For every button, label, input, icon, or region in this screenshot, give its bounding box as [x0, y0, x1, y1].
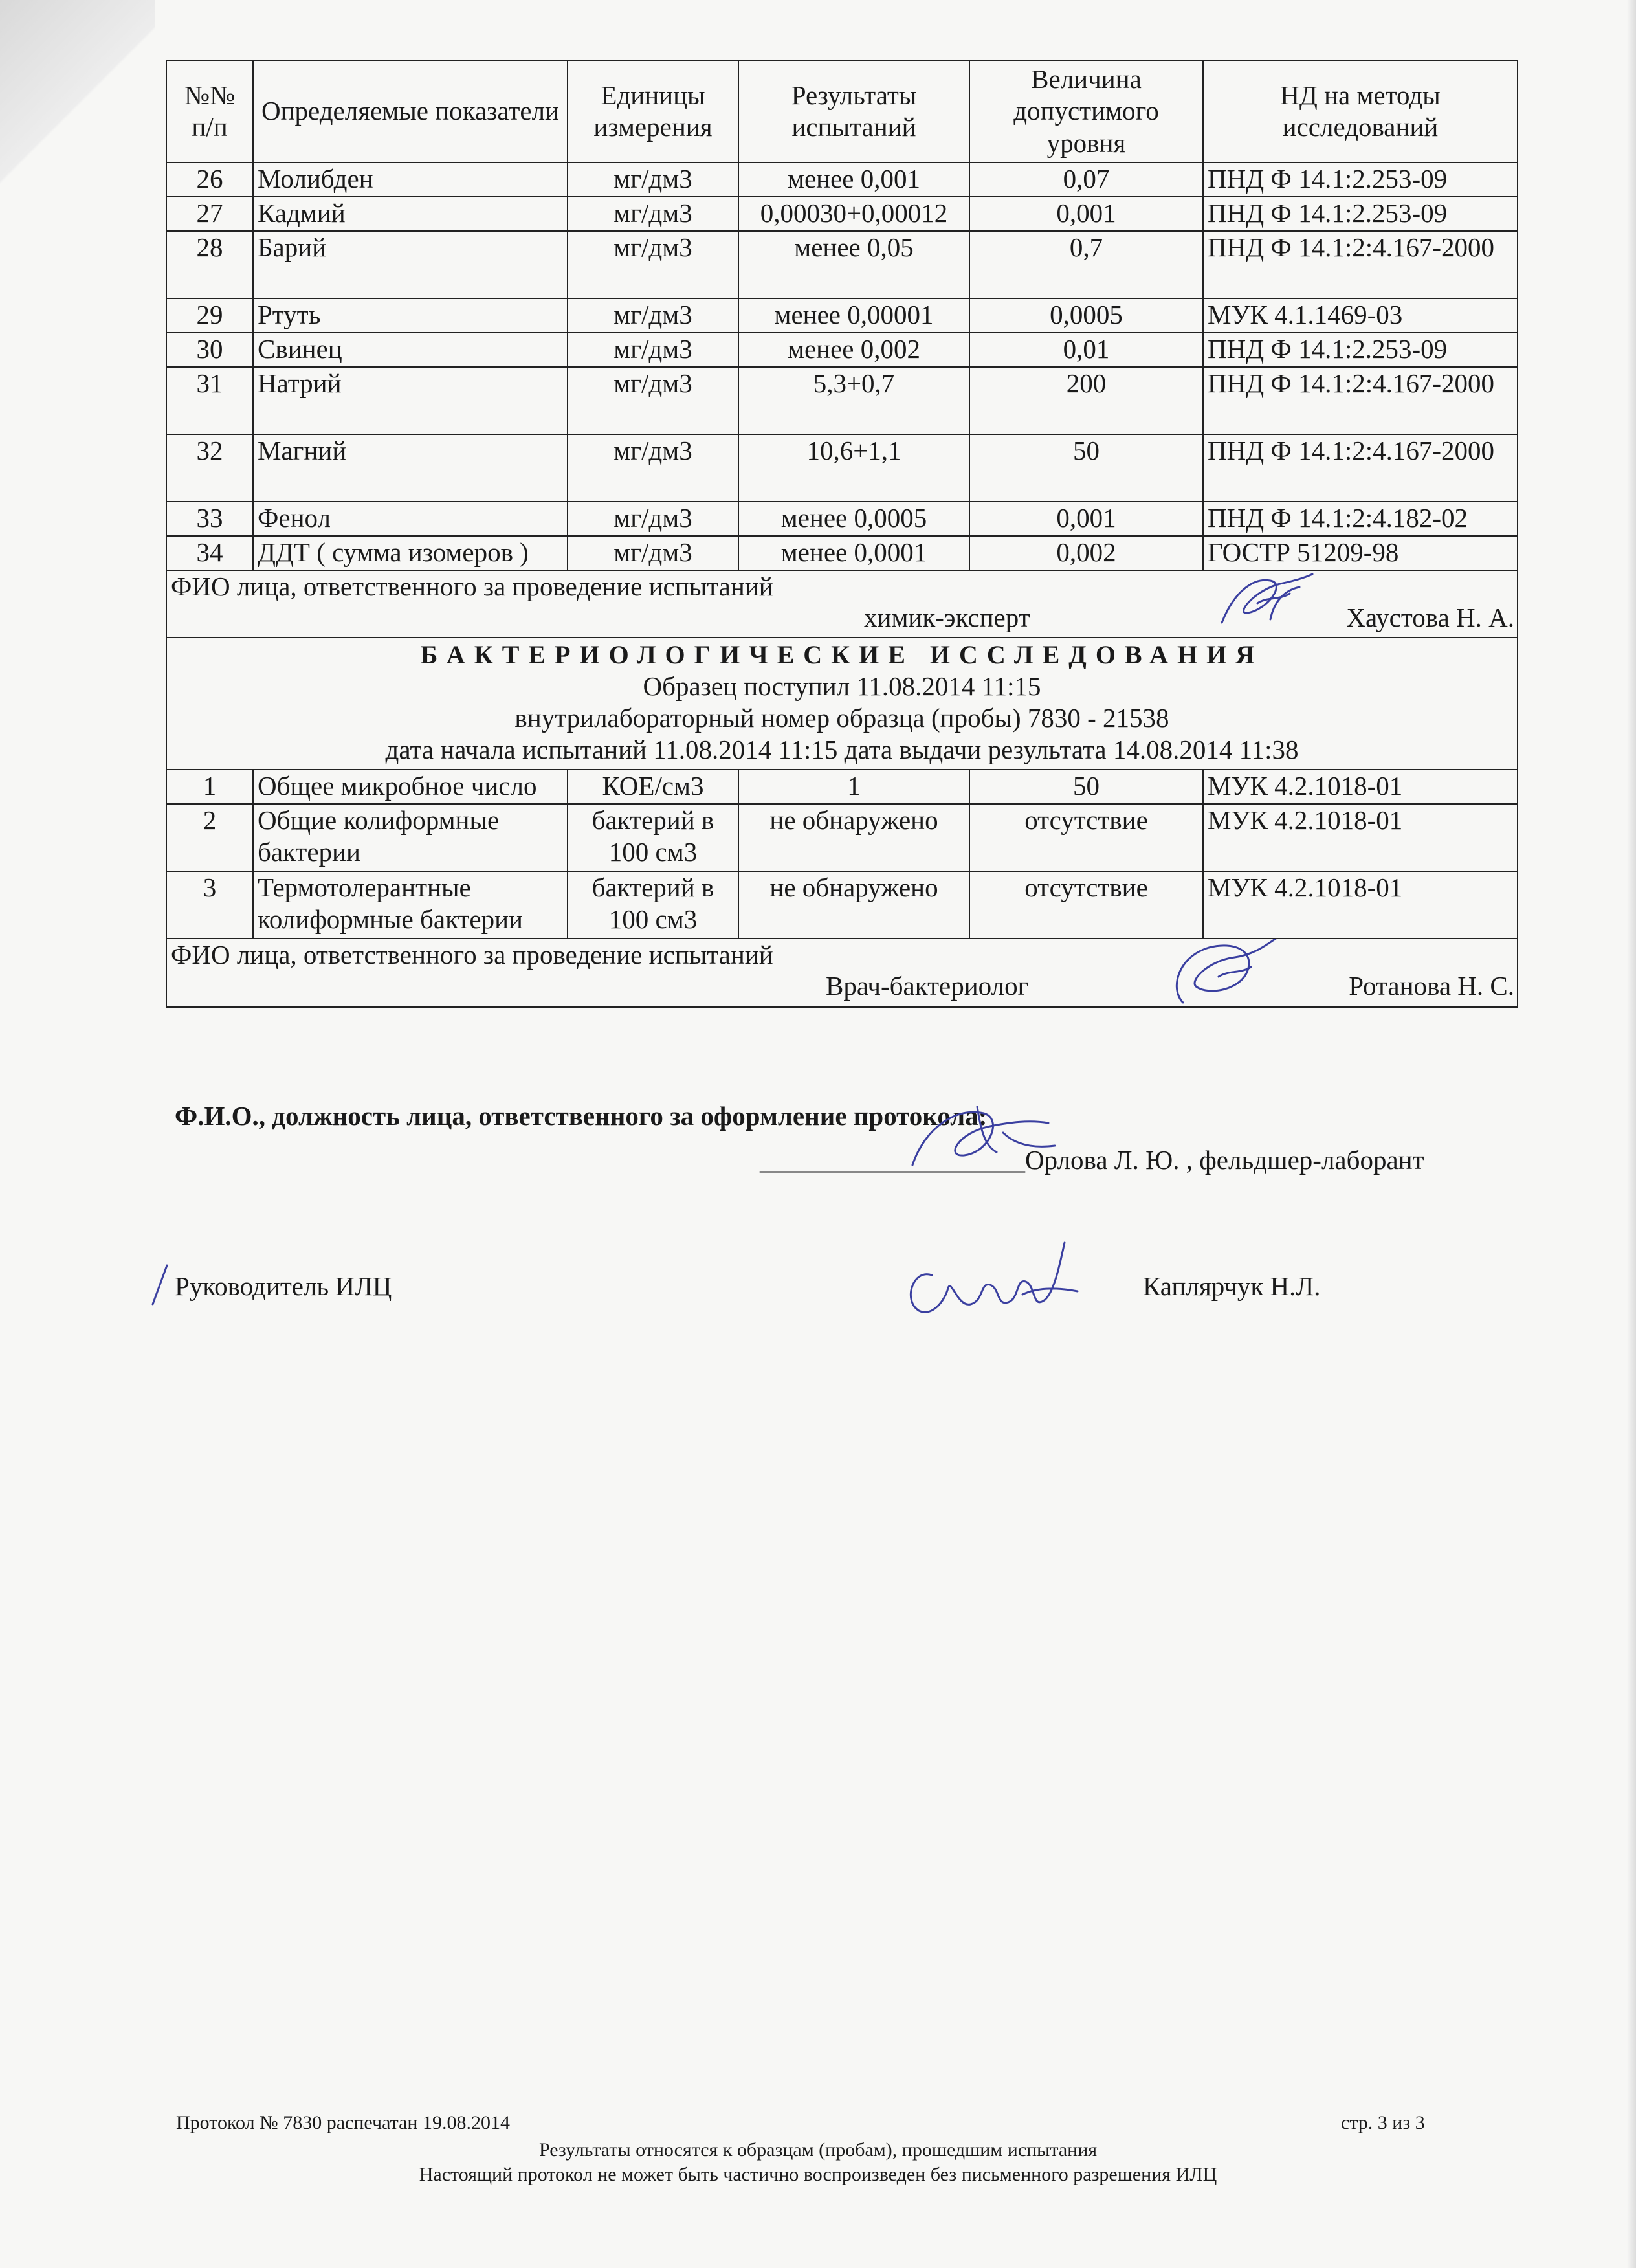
header-method: НД на методы исследований	[1203, 60, 1518, 162]
chem-responsible-label: ФИО лица, ответственного за проведение испытаний	[171, 572, 773, 601]
row-result: 5,3+0,7	[738, 367, 969, 434]
row-method: ПНД Ф 14.1:2:4.167-2000	[1203, 367, 1518, 434]
table-row	[166, 804, 1518, 871]
row-indicator: Кадмий	[253, 197, 568, 231]
bact-lab-number: внутрилабораторный номер образца (пробы) 7830 - 21538	[514, 703, 1169, 733]
row-number: 31	[166, 367, 253, 434]
signature-line: ____________________	[760, 1145, 1025, 1175]
row-method: ГОСТР 51209-98	[1203, 536, 1518, 570]
bact-responsible-position: Врач-бактериолог	[826, 970, 1029, 1001]
head-label-tick	[148, 1259, 173, 1311]
row-limit: 0,7	[969, 231, 1203, 298]
row-indicator: Общие колиформные бактерии	[253, 804, 568, 871]
row-limit: отсутствие	[969, 871, 1203, 939]
row-method: ПНД Ф 14.1:2:4.182-02	[1203, 502, 1518, 536]
bacteriologist-signature	[1157, 939, 1287, 1007]
protocol-responsible-heading: Ф.И.О., должность лица, ответственного за оформление протокола:	[175, 1101, 988, 1131]
row-limit: отсутствие	[969, 804, 1203, 871]
table-row	[166, 502, 1518, 536]
row-method: МУК 4.2.1018-01	[1203, 770, 1518, 804]
row-indicator: Натрий	[253, 367, 568, 434]
table-row	[166, 536, 1518, 570]
footer-note-1: Результаты относятся к образцам (пробам), прошедшим испытания	[538, 2139, 1098, 2161]
row-method: ПНД Ф 14.1:2:4.167-2000	[1203, 231, 1518, 298]
row-indicator: Фенол	[253, 502, 568, 536]
row-unit: бактерий в 100 см3	[568, 804, 738, 871]
footer-page: стр. 3 из 3	[1341, 2112, 1425, 2133]
row-method: ПНД Ф 14.1:2:4.167-2000	[1203, 434, 1518, 502]
results-table	[166, 60, 1518, 1008]
row-unit: бактерий в 100 см3	[568, 871, 738, 939]
protocol-responsible-name: Орлова Л. Ю. , фельдшер-лаборант	[1025, 1145, 1424, 1175]
header-number: №№ п/п	[166, 60, 253, 162]
row-limit: 50	[969, 434, 1203, 502]
director-signature	[893, 1230, 1087, 1333]
row-number: 28	[166, 231, 253, 298]
protocol-responsible-line	[760, 1144, 1424, 1175]
table-row	[166, 298, 1518, 333]
row-limit: 0,07	[969, 162, 1203, 197]
row-indicator: ДДТ ( сумма изомеров )	[253, 536, 568, 570]
row-limit: 0,001	[969, 197, 1203, 231]
row-method: МУК 4.2.1018-01	[1203, 804, 1518, 871]
header-indicator: Определяемые показатели	[253, 60, 568, 162]
row-result: 0,00030+0,00012	[738, 197, 969, 231]
row-result: 10,6+1,1	[738, 434, 969, 502]
chem-responsible-row	[166, 570, 1518, 638]
row-unit: мг/дм3	[568, 197, 738, 231]
table-row	[166, 770, 1518, 804]
row-indicator: Ртуть	[253, 298, 568, 333]
bact-dates: дата начала испытаний 11.08.2014 11:15 дата выдачи результата 14.08.2014 11:38	[385, 735, 1299, 765]
table-header-row	[166, 60, 1518, 162]
row-result: менее 0,00001	[738, 298, 969, 333]
row-number: 26	[166, 162, 253, 197]
header-result: Результаты испытаний	[738, 60, 969, 162]
footer-note-2: Настоящий протокол не может быть частично воспроизведен без письменного разрешения ИЛЦ	[419, 2164, 1217, 2185]
row-unit: мг/дм3	[568, 502, 738, 536]
chem-rows	[166, 162, 1518, 570]
row-limit: 0,001	[969, 502, 1203, 536]
row-indicator: Магний	[253, 434, 568, 502]
table-row	[166, 871, 1518, 939]
table-row	[166, 197, 1518, 231]
chem-responsible-name: Хаустова Н. А.	[1346, 603, 1514, 632]
table-row	[166, 231, 1518, 298]
header-limit: Величина допустимого уровня	[969, 60, 1203, 162]
row-result: менее 0,001	[738, 162, 969, 197]
row-result: менее 0,05	[738, 231, 969, 298]
row-method: МУК 4.2.1018-01	[1203, 871, 1518, 939]
row-result: не обнаружено	[738, 871, 969, 939]
bact-header-row	[166, 638, 1518, 770]
row-indicator: Барий	[253, 231, 568, 298]
table-row	[166, 162, 1518, 197]
row-limit: 0,0005	[969, 298, 1203, 333]
row-unit: мг/дм3	[568, 162, 738, 197]
row-number: 30	[166, 333, 253, 367]
row-indicator: Термотолерантные колиформные бактерии	[253, 871, 568, 939]
row-indicator: Общее микробное число	[253, 770, 568, 804]
row-unit: мг/дм3	[568, 298, 738, 333]
chem-expert-signature	[1209, 570, 1319, 636]
row-limit: 50	[969, 770, 1203, 804]
row-limit: 0,002	[969, 536, 1203, 570]
bact-responsible-label: ФИО лица, ответственного за проведение испытаний	[171, 939, 773, 970]
footer-protocol: Протокол № 7830 распечатан 19.08.2014	[176, 2112, 510, 2133]
table-row	[166, 434, 1518, 502]
row-method: ПНД Ф 14.1:2.253-09	[1203, 333, 1518, 367]
row-result: менее 0,0001	[738, 536, 969, 570]
head-name: Каплярчук Н.Л.	[1143, 1271, 1321, 1301]
registrar-signature	[900, 1087, 1068, 1184]
table-row	[166, 367, 1518, 434]
row-result: менее 0,0005	[738, 502, 969, 536]
row-number: 29	[166, 298, 253, 333]
bact-section-title: БАКТЕРИОЛОГИЧЕСКИЕ ИССЛЕДОВАНИЯ	[420, 640, 1264, 669]
row-indicator: Свинец	[253, 333, 568, 367]
folded-corner	[0, 0, 155, 246]
row-number: 1	[166, 770, 253, 804]
header-unit: Единицы измерения	[568, 60, 738, 162]
row-number: 33	[166, 502, 253, 536]
row-result: 1	[738, 770, 969, 804]
page-edge-shadow	[1627, 0, 1636, 2268]
table-row	[166, 333, 1518, 367]
row-result: не обнаружено	[738, 804, 969, 871]
bact-received: Образец поступил 11.08.2014 11:15	[643, 671, 1041, 701]
row-number: 34	[166, 536, 253, 570]
row-number: 3	[166, 871, 253, 939]
row-number: 2	[166, 804, 253, 871]
row-unit: мг/дм3	[568, 434, 738, 502]
row-unit: мг/дм3	[568, 367, 738, 434]
row-method: ПНД Ф 14.1:2.253-09	[1203, 162, 1518, 197]
row-unit: мг/дм3	[568, 333, 738, 367]
row-number: 32	[166, 434, 253, 502]
row-method: МУК 4.1.1469-03	[1203, 298, 1518, 333]
chem-responsible-position: химик-эксперт	[864, 603, 1030, 632]
row-method: ПНД Ф 14.1:2.253-09	[1203, 197, 1518, 231]
row-unit: мг/дм3	[568, 231, 738, 298]
bact-responsible-name: Ротанова Н. С.	[1349, 970, 1514, 1001]
row-unit: КОЕ/см3	[568, 770, 738, 804]
row-number: 27	[166, 197, 253, 231]
bact-rows	[166, 770, 1518, 939]
bact-responsible-row	[166, 939, 1518, 1007]
row-result: менее 0,002	[738, 333, 969, 367]
row-indicator: Молибден	[253, 162, 568, 197]
row-unit: мг/дм3	[568, 536, 738, 570]
row-limit: 0,01	[969, 333, 1203, 367]
head-label: Руководитель ИЛЦ	[175, 1271, 392, 1301]
row-limit: 200	[969, 367, 1203, 434]
